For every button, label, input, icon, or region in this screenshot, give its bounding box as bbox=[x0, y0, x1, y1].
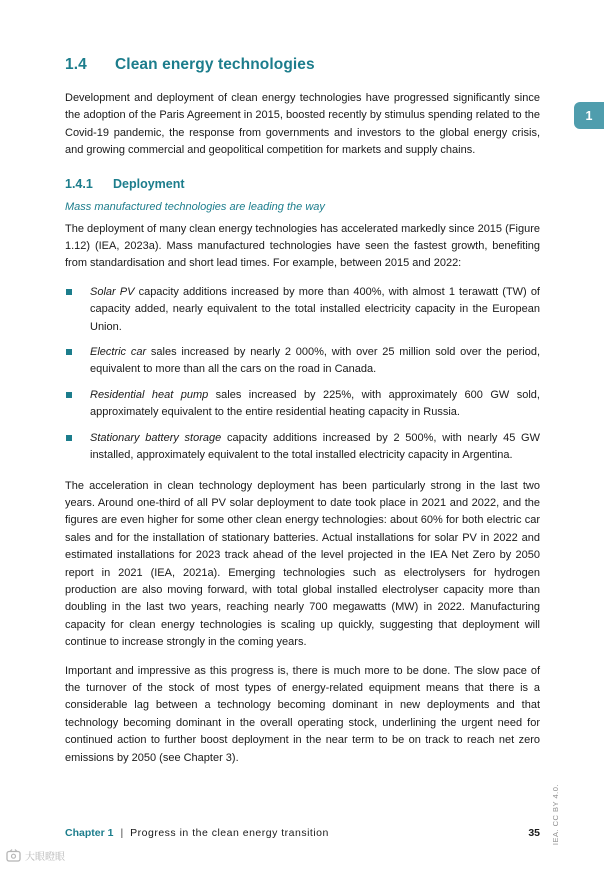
list-item bbox=[65, 344, 540, 379]
subsection-number: 1.4.1 bbox=[65, 176, 93, 191]
watermark-text: 大眼瞪眼 bbox=[25, 852, 65, 863]
footer-separator: | bbox=[120, 827, 124, 839]
chapter-tab: 1 bbox=[574, 102, 604, 129]
lead-paragraph: The deployment of many clean energy technologies has accelerated markedly since 2015 (Figure 1.12) (IEA, 2023a). Mass manufactured technologies have seen the fastest growth, benefiting from standardisation and short lead times. For example, between 2015 and 2022: bbox=[65, 222, 540, 270]
list-item bbox=[65, 430, 540, 465]
bullet-term: Electric car bbox=[90, 346, 147, 359]
intro-paragraph: Development and deployment of clean energy technologies have progressed significantly since the adoption of the Paris Agreement in 2015, boosted recently by stimulus spending related to the Covid-19 pandemic, the response from governments and investors to the global energy crisis, and growing commercial and geopolitical competition for markets and supply chains. bbox=[65, 92, 540, 157]
bullet-square-icon bbox=[66, 349, 72, 355]
section-number: 1.4 bbox=[65, 56, 87, 73]
copyright-side-text: IEA. CC BY 4.0. bbox=[551, 783, 560, 845]
bullet-square-icon bbox=[66, 435, 72, 441]
list-item bbox=[65, 387, 540, 422]
section-title: Clean energy technologies bbox=[115, 56, 315, 73]
subsection-title: Deployment bbox=[113, 176, 185, 191]
watermark bbox=[6, 848, 65, 863]
footer-chapter-label: Chapter 1 bbox=[65, 827, 114, 839]
section-heading bbox=[65, 56, 540, 74]
bullet-list bbox=[65, 284, 540, 465]
subsection-heading bbox=[65, 177, 540, 191]
paragraph-outlook: Important and impressive as this progress is, there is much more to be done. The slow pace of the turnover of the stock of most types of energy-related equipment means that there is a considerable lag between a technology becoming dominant in new deployments and that technology becoming dominant in the overall operating stock, underlining the urgent need for continued action to further boost deployment in the near term to be on track to reach net zero emissions by 2050 (see Chapter 3). bbox=[65, 664, 540, 764]
bullet-term: Solar PV bbox=[90, 285, 135, 298]
page-footer bbox=[65, 827, 540, 839]
bullet-text: capacity additions increased by more than 400%, with almost 1 terawatt (TW) of capacity added, nearly equivalent to the total installed electricity capacity in the European Union. bbox=[90, 285, 540, 333]
subsection-subhead: Mass manufactured technologies are leading the way bbox=[65, 200, 325, 213]
bullet-term: Stationary battery storage bbox=[90, 431, 222, 444]
bullet-text: sales increased by 225%, with approximately 600 GW sold, approximately equivalent to the entire residential heating capacity in Russia. bbox=[90, 388, 540, 419]
bullet-term: Residential heat pump bbox=[90, 388, 209, 401]
list-item bbox=[65, 284, 540, 336]
page-number: 35 bbox=[528, 827, 540, 839]
bullet-square-icon bbox=[66, 392, 72, 398]
bullet-text: sales increased by nearly 2 000%, with over 25 million sold over the period, equivalent to more than all the cars on the road in Canada. bbox=[90, 346, 541, 376]
paragraph-acceleration: The acceleration in clean technology deployment has been particularly strong in the last two years. Around one-third of all PV solar deployment to date took place in 2021 and 2022, and the figures are even higher for some other clean energy technologies: about 60% for both electric car sales and for the installation of stationary batteries. Actual installations for solar PV in 2022 and estimated installations for 2023 track ahead of the level projected in the IEA Net Zero by 2050 report in 2021 (IEA, 2021a). Emerging technologies such as electrolysers for hydrogen production are also moving forward, with total global installed electrolyser capacity more than doubling in the last two years, reaching nearly 700 megawatts (MW) in 2022. Manufacturing capacity for clean energy technologies is scaling up quickly, suggesting that deployment will continue to increase strongly in the coming years. bbox=[65, 479, 540, 649]
bullet-square-icon bbox=[66, 289, 72, 295]
bullet-text: capacity additions increased by 2 500%, with nearly 45 GW installed, approximately equivalent to the total installed electricity capacity in Argentina. bbox=[90, 431, 540, 462]
watermark-logo-icon bbox=[6, 849, 21, 862]
footer-title: Progress in the clean energy transition bbox=[130, 827, 329, 839]
